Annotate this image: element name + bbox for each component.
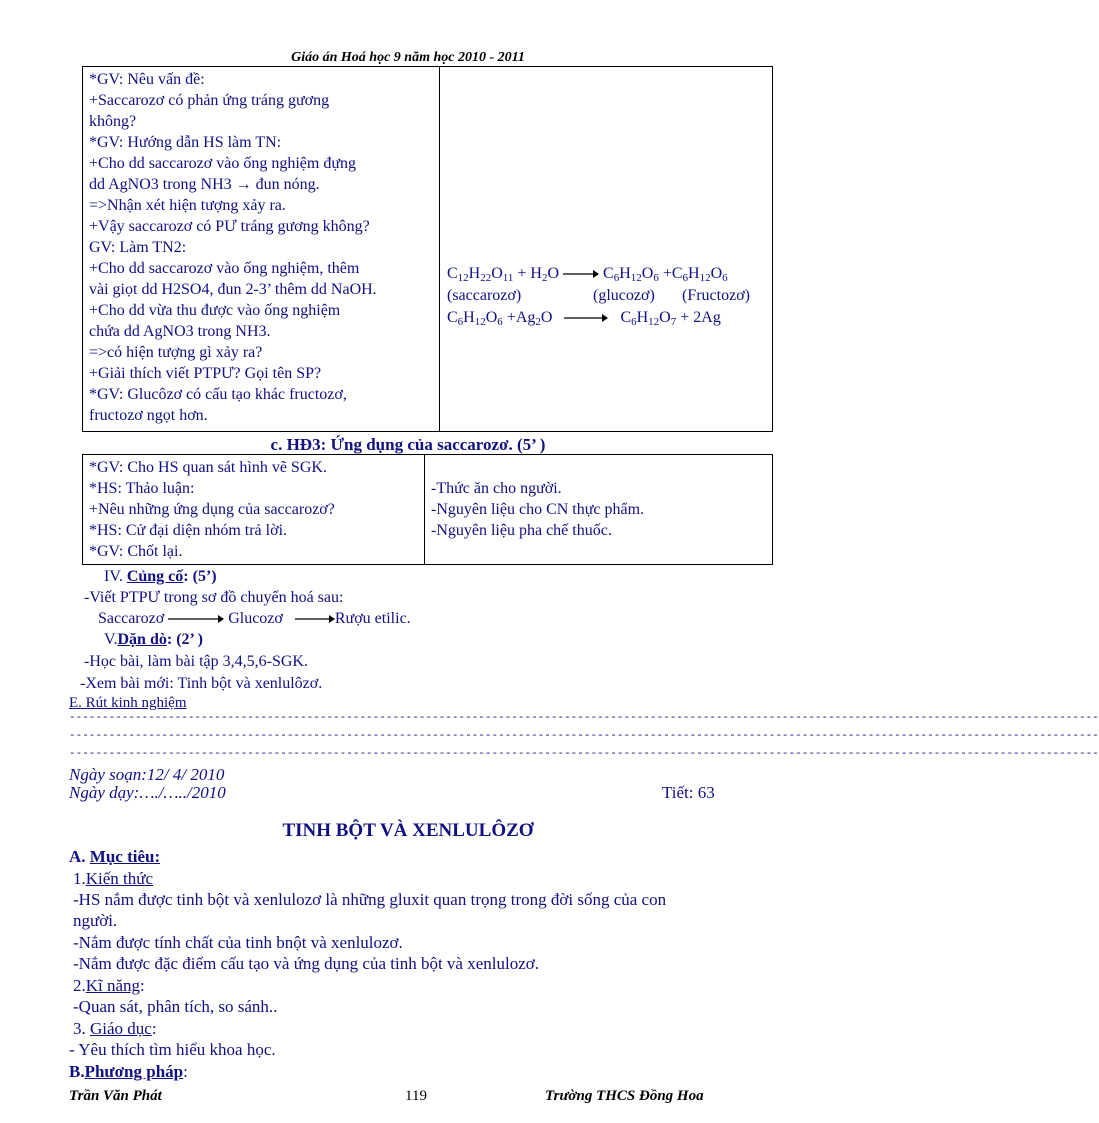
knowledge-heading — [73, 868, 153, 889]
footer-school: Trường THCS Đồng Hoa — [545, 1088, 704, 1104]
footer-page-number: 119 — [405, 1088, 427, 1104]
teacher-activity-2-line: *GV: Cho HS quan sát hình vẽ SGK. — [89, 459, 327, 476]
teacher-activity-line: +Cho dd vừa thu được vào ống nghiệm — [89, 302, 341, 319]
education-prefix: 3. — [73, 1019, 90, 1038]
teacher-activity-line: fructozơ ngọt hơn. — [89, 407, 208, 424]
equation-2: $C_6H_{12}O_6 +Ag_2O$ $C_6H_{12}O_7 + 2Ag$ — [447, 309, 721, 328]
conversion-chain — [98, 608, 411, 629]
arrow-icon — [564, 313, 608, 323]
teacher-activity-line: *GV: Hướng dẫn HS làm TN: — [89, 134, 282, 151]
teacher-activity-line: +Vậy saccarozơ có PƯ tráng gương không? — [89, 218, 370, 235]
section-c-text: c. HĐ3: Ứng dụng của saccarozơ. (5’ ) — [270, 435, 546, 454]
lesson-title: TINH BỘT VÀ XENLULÔZƠ — [282, 820, 534, 841]
compound-name-3: (Fructozơ) — [682, 287, 750, 304]
application-line: -Nguyên liệu pha chế thuốc. — [431, 522, 612, 539]
knowledge-line-1: -HS nắm được tinh bột và xenlulozơ là những gluxit quan trọng trong đời sống của con — [73, 890, 667, 909]
footer-author: Trần Văn Phát — [69, 1088, 162, 1104]
teacher-activity-line: *GV: Nêu vấn đề: — [89, 71, 205, 88]
activity-table-1 — [82, 66, 773, 432]
education-line: - Yêu thích tìm hiểu khoa học. — [69, 1040, 276, 1059]
knowledge-prefix: 1. — [73, 869, 86, 888]
method-colon: : — [183, 1062, 188, 1081]
cungco-time: : (5’) — [183, 568, 217, 585]
equation-area — [440, 67, 772, 427]
teacher-activity-2-line: *GV: Chốt lại. — [89, 543, 183, 560]
cungco-prefix: IV. — [104, 568, 127, 585]
equation-1: $C_{12}H_{22}O_{11} + H_2O$ $C_6H_{12}O_6 +C_6H_{12}O_6$ — [447, 265, 728, 284]
teacher-activity-line: dd AgNO3 trong NH3 → đun nóng. — [89, 176, 320, 193]
compound-name-2: (glucozơ) — [593, 287, 655, 304]
teacher-activity-2-line: *HS: Cử đại diện nhóm trả lời. — [89, 522, 288, 539]
skills-title: Kĩ năng — [85, 976, 141, 995]
cungco-title: Củng cố — [126, 568, 184, 585]
teacher-activity-line: +Giải thích viết PTPƯ? Gọi tên SP? — [89, 365, 322, 382]
application-cell — [425, 455, 773, 565]
teacher-activity-2-line: +Nêu những ứng dụng của saccarozơ? — [89, 501, 335, 518]
teacher-activity-line: không? — [89, 113, 137, 130]
note-line-1: ------------------------------------------------------------------------------------------------------------------------------------------------------------ — [69, 712, 1099, 724]
page-header: Giáo án Hoá học 9 năm học 2010 - 2011 — [291, 50, 525, 65]
application-list — [425, 455, 772, 543]
method-heading — [69, 1061, 188, 1082]
teacher-activity-line: +Saccarozơ có phản ứng tráng gương — [89, 92, 330, 109]
arrow-icon — [168, 614, 224, 624]
application-line: -Nguyên liệu cho CN thực phẩm. — [431, 501, 645, 518]
note-line-3: ------------------------------------------------------------------------------------------------------------------------------------------------------------ — [69, 748, 1099, 760]
teacher-activity-2-line: *HS: Thảo luận: — [89, 480, 195, 497]
objectives-heading — [69, 846, 160, 867]
knowledge-title: Kiến thức — [85, 869, 154, 888]
dando-title: Dặn dò — [117, 631, 167, 648]
date-taught: Ngày dạy:…./…../2010 — [69, 783, 226, 802]
chain-item-1: Saccarozơ — [98, 610, 165, 627]
dando-heading — [104, 629, 203, 650]
teacher-activity-line: =>có hiện tượng gì xảy ra? — [89, 344, 263, 361]
knowledge-line-2: người. — [73, 911, 118, 930]
teacher-activity-cell — [83, 67, 440, 432]
chain-item-2: Glucozơ — [228, 610, 283, 627]
objectives-prefix: A. — [69, 847, 90, 866]
skills-prefix: 2. — [73, 976, 86, 995]
note-line-2: ------------------------------------------------------------------------------------------------------------------------------------------------------------ — [69, 730, 1099, 742]
education-colon: : — [151, 1019, 157, 1038]
cungco-heading — [104, 566, 217, 587]
teacher-activity-text-2 — [83, 455, 424, 564]
teacher-activity-line: +Cho dd saccarozơ vào ống nghiệm đựng — [89, 155, 356, 172]
teacher-activity-line: =>Nhận xét hiện tượng xảy ra. — [89, 197, 286, 214]
compound-name-1: (saccarozơ) — [447, 287, 522, 304]
content-cell — [440, 67, 773, 432]
objectives-title: Mục tiêu: — [89, 847, 161, 866]
knowledge-line-4: -Nắm được đặc điểm cấu tạo và ứng dụng của tinh bột và xenlulozơ. — [73, 954, 539, 973]
activity-table-2 — [82, 454, 773, 565]
skills-line: -Quan sát, phân tích, so sánh.. — [73, 997, 278, 1016]
date-prepared: Ngày soạn:12/ 4/ 2010 — [69, 765, 225, 784]
section-c-heading — [0, 434, 816, 456]
education-title: Giáo dục — [90, 1019, 152, 1038]
cungco-line: -Viết PTPƯ trong sơ đồ chuyển hoá sau: — [84, 589, 344, 606]
application-line: -Thức ăn cho người. — [431, 480, 562, 497]
dando-line-2: -Xem bài mới: Tinh bột và xenlulôzơ. — [80, 675, 323, 692]
dando-time: : (2’ ) — [166, 631, 203, 648]
knowledge-line-3: -Nắm được tính chất của tinh bnột và xenlulozơ. — [73, 933, 403, 952]
education-heading — [73, 1018, 157, 1039]
method-prefix: B. — [69, 1062, 85, 1081]
dando-line-1: -Học bài, làm bài tập 3,4,5,6-SGK. — [84, 653, 308, 670]
rut-kinh-nghiem-heading: E. Rút kinh nghiệm — [69, 695, 187, 711]
arrow-icon — [563, 269, 599, 279]
arrow-icon — [295, 614, 335, 624]
teacher-activity-line: +Cho dd saccarozơ vào ống nghiệm, thêm — [89, 260, 360, 277]
skills-colon: : — [140, 976, 145, 995]
teacher-activity-line: vài giọt dd H2SO4, đun 2-3’ thêm dd NaOH. — [89, 281, 377, 298]
dando-prefix: V. — [104, 631, 118, 648]
chain-item-3: Rượu etilic. — [334, 610, 411, 627]
teacher-activity-line: GV: Làm TN2: — [89, 239, 187, 256]
lesson-number: Tiết: 63 — [662, 783, 715, 802]
method-title: Phương pháp — [84, 1062, 184, 1081]
teacher-activity-line: chứa dd AgNO3 trong NH3. — [89, 323, 271, 340]
teacher-activity-cell-2 — [83, 455, 425, 565]
teacher-activity-line: *GV: Glucôzơ có cấu tạo khác fructozơ, — [89, 386, 347, 403]
skills-heading — [73, 975, 145, 996]
teacher-activity-text — [83, 67, 439, 428]
